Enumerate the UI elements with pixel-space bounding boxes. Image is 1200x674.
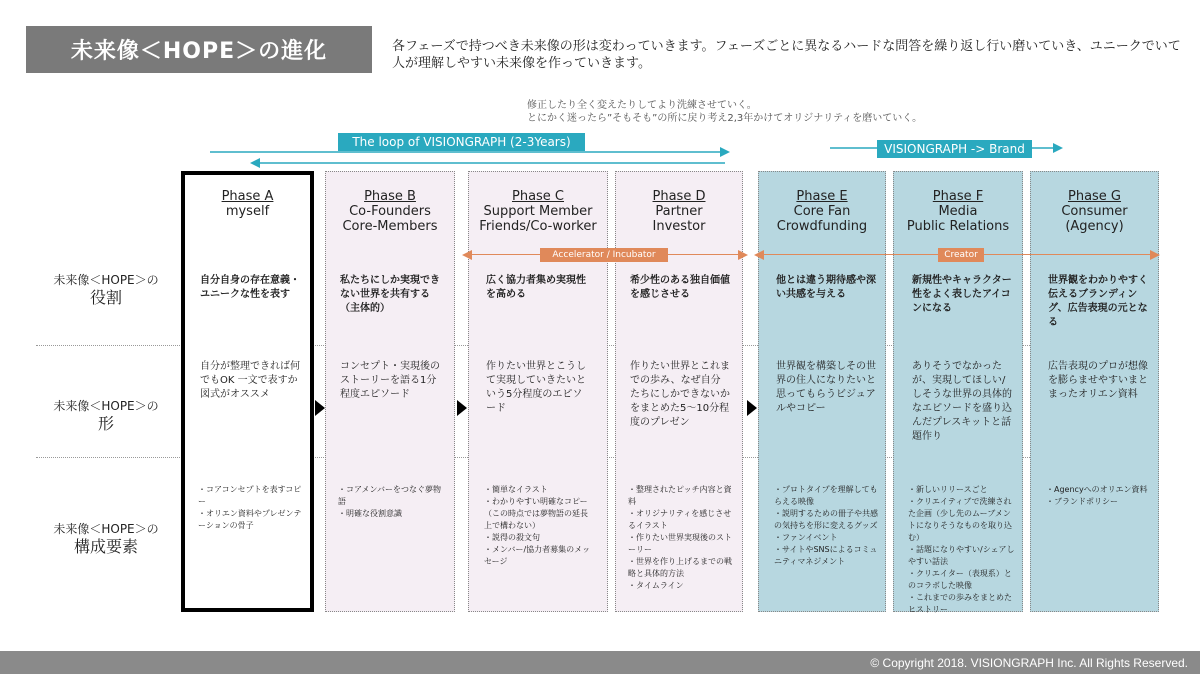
phase-d-elements: ・整理されたピッチ内容と資料 ・オリジナリティを感じさせるイラスト ・作りたい世界実現後のストーリー ・世界を作り上げるまでの戦略と具体的方法 ・タイムライン [628,485,732,590]
phase-e-form: 世界観を構築しその世界の住人になりたいと思ってもらうビジュアルやコピー [776,361,876,414]
creator-arrow-left [754,250,764,260]
phase-g-form: 広告表現のプロが想像を膨らませやすいまとまったオリエン資料 [1048,361,1148,400]
phase-c-head [468,189,608,234]
phase-f-sub1: Media [938,204,978,219]
phase-d-form: 作りたい世界とこれまでの歩み、なぜ自分たちにしかできないかをまとめた5～10分程度のプレゼン [630,361,730,428]
progress-arrow-d-e [747,400,757,416]
phase-g-role: 世界観をわかりやすく伝えるブランディング、広告表現の元となる [1048,275,1148,328]
accelerator-label: Accelerator / Incubator [540,248,668,262]
brand-arrow-head [1053,143,1063,153]
phase-a-form: 自分が整理できれば何でもOK 一文で表すか図式がオススメ [200,361,300,400]
phase-c-name: Phase C [511,189,565,204]
phase-g-sub2: (Agency) [1065,219,1124,234]
phase-g-elements: ・Agencyへのオリエン資料 ・ブランドポリシー [1046,485,1148,506]
loop-arrow-back-head [250,158,260,168]
phase-b-role: 私たちにしか実現できない世界を共有する（主体的） [340,275,440,314]
phase-g-name: Phase G [1067,189,1122,204]
phase-e-head [758,189,886,234]
phase-d-role: 希少性のある独自価値を感じさせる [630,275,730,300]
phase-b-sub2: Core-Members [342,219,438,234]
row-label-role-line1: 未来像＜HOPE＞の [53,273,159,287]
phase-e-sub2: Crowdfunding [776,219,868,234]
phase-e-name: Phase E [796,189,848,204]
phase-d-sub2: Investor [652,219,706,234]
phase-c-sub2: Friends/Co-worker [479,219,597,234]
phase-f-form: ありそうでなかったが、実現してほしい/しそうな世界の具体的なエピソードを盛り込んだプレスキットと話題作り [912,361,1012,442]
phase-e-role: 他とは違う期待感や深い共感を与える [776,275,876,300]
row-label-role [36,271,176,307]
phase-f-elements: ・新しいリリースごと ・クリエイティブで洗練された企画（少し先のムーブメントになりそうなものを取り込む） ・話題になりやすい/シェアしやすい話法 ・クリエイター（表現系）とのコラボした映像 ・これまでの歩みをまとめたヒストリー [908,485,1015,614]
phase-g-head [1030,189,1159,234]
intro-text: 各フェーズで持つべき未来像の形は変わっていきます。フェーズごとに異なるハードな問答を繰り返し行い磨いていき、ユニークでいて人が理解しやすい未来像を作っていきます。 [392,39,1181,71]
phase-f-role: 新規性やキャラクター性をよく表したアイコンになる [912,275,1012,314]
loop-arrow-forward-head [720,147,730,157]
row-label-form-line2: 形 [97,414,114,433]
accelerator-arrow-left [462,250,472,260]
phase-e-sub1: Core Fan [793,204,851,219]
accelerator-arrow-right [738,250,748,260]
phase-c-sub1: Support Member [483,204,593,219]
phase-b-form: コンセプト・実現後のストーリーを語る1分程度エピソード [340,361,440,400]
phase-b-head [325,189,455,234]
row-label-elements [36,520,176,556]
brand-label: VISIONGRAPH -> Brand [877,140,1032,158]
phase-f-name: Phase F [932,189,984,204]
phase-f-sub2: Public Relations [906,219,1010,234]
creator-arrow-right [1150,250,1160,260]
page-title: 未来像＜HOPE＞の進化 [26,26,372,73]
phase-b-name: Phase B [364,189,416,204]
phase-a-name: Phase A [221,189,274,204]
footer-copyright: © Copyright 2018. VISIONGRAPH Inc. All Rights Reserved. [0,651,1200,674]
row-label-elements-line2: 構成要素 [73,537,138,556]
loop-note-line-1: 修正したり全く変えたりしてより洗練させていく。 [527,100,757,111]
phase-b-sub1: Co-Founders [349,204,431,219]
phase-a-head [181,189,314,219]
phase-d-sub1: Partner [655,204,703,219]
progress-arrow-a-b [315,400,325,416]
phase-g-sub1: Consumer [1061,204,1128,219]
row-label-elements-line1: 未来像＜HOPE＞の [53,522,159,536]
phase-c-elements: ・簡単なイラスト ・わかりやすい明確なコピー（この時点では夢物語の延長上で構わない） ・説得の殺文句 ・メンバー/協力者募集のメッセージ [484,485,591,566]
phase-f-head [893,189,1023,234]
phase-a-elements: ・コアコンセプトを表すコピー ・オリエン資料やプレゼンテーションの骨子 [198,485,302,530]
phase-a-role: 自分自身の存在意義・ユニークな性を表す [200,275,300,300]
row-label-role-line2: 役割 [89,288,122,307]
phase-c-form: 作りたい世界とこうして実現していきたいという5分程度のエピソード [486,361,586,414]
row-label-form [36,397,176,433]
loop-label: The loop of VISIONGRAPH (2-3Years) [338,133,585,151]
phase-e-elements: ・プロトタイプを理解してもらえる映像 ・説明するための冊子や共感の気持ちを形に変えるグッズ ・ファンイベント ・サイトやSNSによるコミュニティマネジメント [774,485,878,566]
phase-d-name: Phase D [652,189,706,204]
phase-d-head [615,189,743,234]
creator-label: Creator [938,248,984,262]
row-label-form-line1: 未来像＜HOPE＞の [53,399,159,413]
phase-b-elements: ・コアメンバーをつなぐ夢物語 ・明確な役割意識 [338,485,441,518]
phase-a-sub1: myself [225,204,270,219]
phase-c-role: 広く協力者集め実現性を高める [486,275,586,300]
progress-arrow-b-c [457,400,467,416]
loop-note-line-2: とにかく迷ったら”そもそも”の所に戻り考え2,3年かけてオリジナリティを磨いていく。 [527,113,923,124]
